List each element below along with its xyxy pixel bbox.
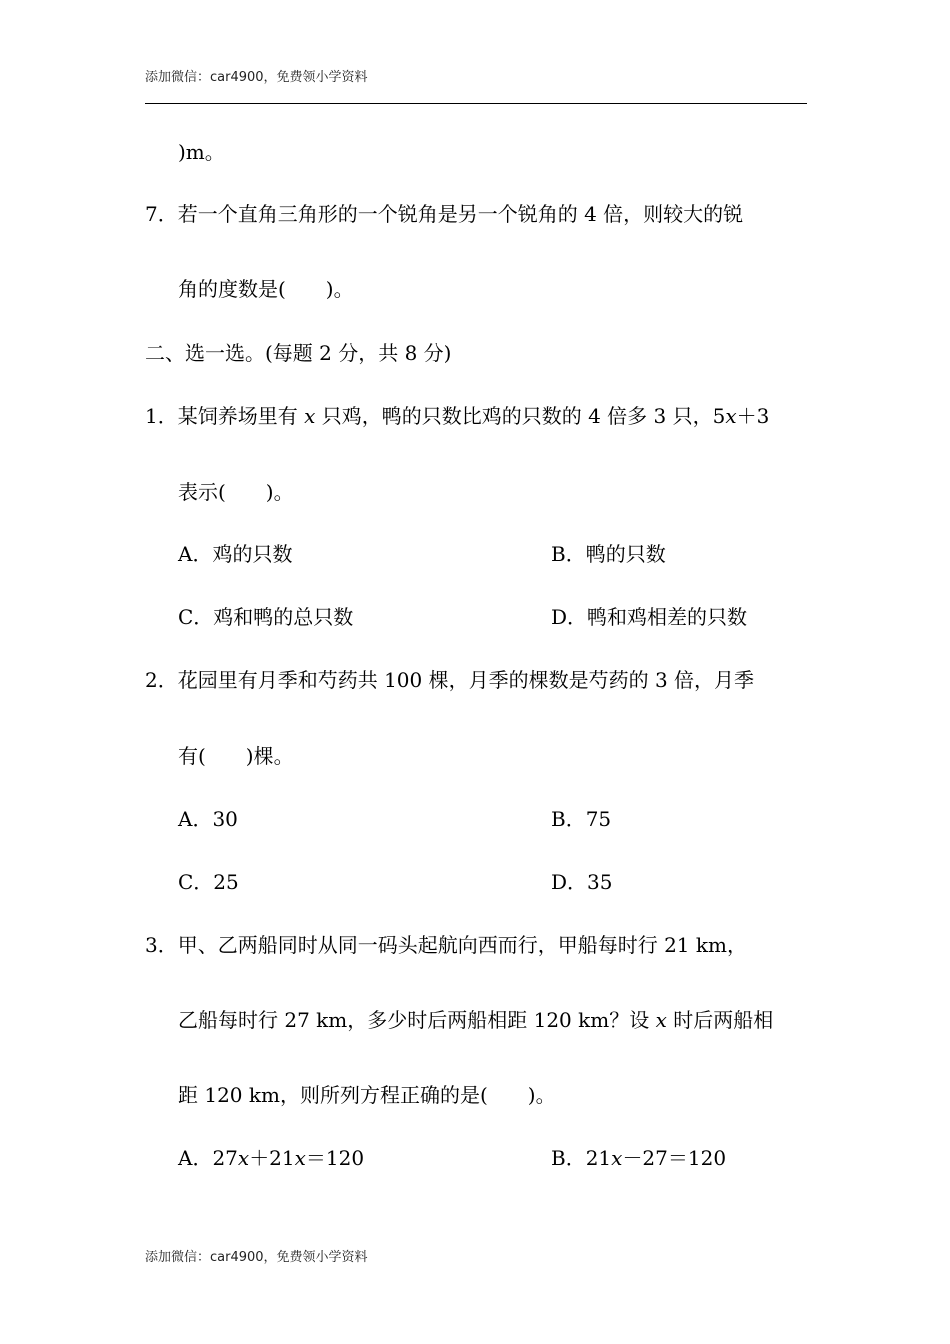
q3a-var-2: x: [294, 1146, 306, 1170]
q2-option-b: B．75: [551, 807, 612, 831]
q3-option-b: [551, 1145, 726, 1171]
q1-text-mid: 只鸡，鸭的只数比鸡的只数的 4 倍多 3 只，5: [315, 404, 726, 428]
q2-option-a: A．30: [178, 807, 238, 831]
q3b-var-1: x: [611, 1146, 623, 1170]
question-1-line-1: [145, 403, 769, 429]
q1-text-post: ＋3: [736, 404, 770, 428]
q3a-mid: ＋21: [249, 1146, 295, 1170]
q3a-var-1: x: [237, 1146, 250, 1170]
q1-option-a: A．鸡的只数: [178, 542, 293, 566]
q3-line2-post: 时后两船相: [666, 1008, 774, 1032]
q1-option-b: B．鸭的只数: [551, 542, 666, 566]
q3-line2-pre: 乙船每时行 27 km，多少时后两船相距 120 km？设: [178, 1008, 656, 1032]
q3b-post: －27＝120: [622, 1146, 727, 1170]
section-2-heading: 二、选一选。(每题 2 分，共 8 分): [145, 341, 452, 365]
question-2-line-1: 2．花园里有月季和芍药共 100 棵，月季的棵数是芍药的 3 倍，月季: [145, 668, 755, 692]
q3a-post: ＝120: [305, 1146, 365, 1170]
q3a-pre: A．27: [178, 1146, 238, 1170]
q1-var-x2: x: [725, 404, 737, 428]
q1-text-pre: 1．某饲养场里有: [145, 404, 305, 428]
header-rule: [145, 103, 807, 104]
line-continuation: )m。: [178, 140, 225, 164]
q1-var-x: x: [304, 404, 316, 428]
q3-var-x: x: [655, 1008, 667, 1032]
q3-option-a: [178, 1145, 364, 1171]
question-2-line-2: 有( )棵。: [178, 744, 294, 768]
question-3-line-2: [178, 1007, 773, 1033]
q2-option-d: D．35: [551, 870, 613, 894]
q3b-pre: B．21: [551, 1146, 612, 1170]
question-7-line-2: 角的度数是( )。: [178, 277, 354, 301]
page-footer: 添加微信：car4900，免费领小学资料: [145, 1250, 368, 1265]
q1-option-d: D．鸭和鸡相差的只数: [551, 605, 748, 629]
q2-option-c: C．25: [178, 870, 239, 894]
page-header: 添加微信：car4900，免费领小学资料: [145, 70, 368, 85]
question-3-line-3: 距 120 km，则所列方程正确的是( )。: [178, 1083, 556, 1107]
question-1-line-2: 表示( )。: [178, 480, 294, 504]
question-7-line-1: 7．若一个直角三角形的一个锐角是另一个锐角的 4 倍，则较大的锐: [145, 202, 744, 226]
q1-option-c: C．鸡和鸭的总只数: [178, 605, 354, 629]
question-3-line-1: 3．甲、乙两船同时从同一码头起航向西而行，甲船每时行 21 km，: [145, 933, 747, 957]
